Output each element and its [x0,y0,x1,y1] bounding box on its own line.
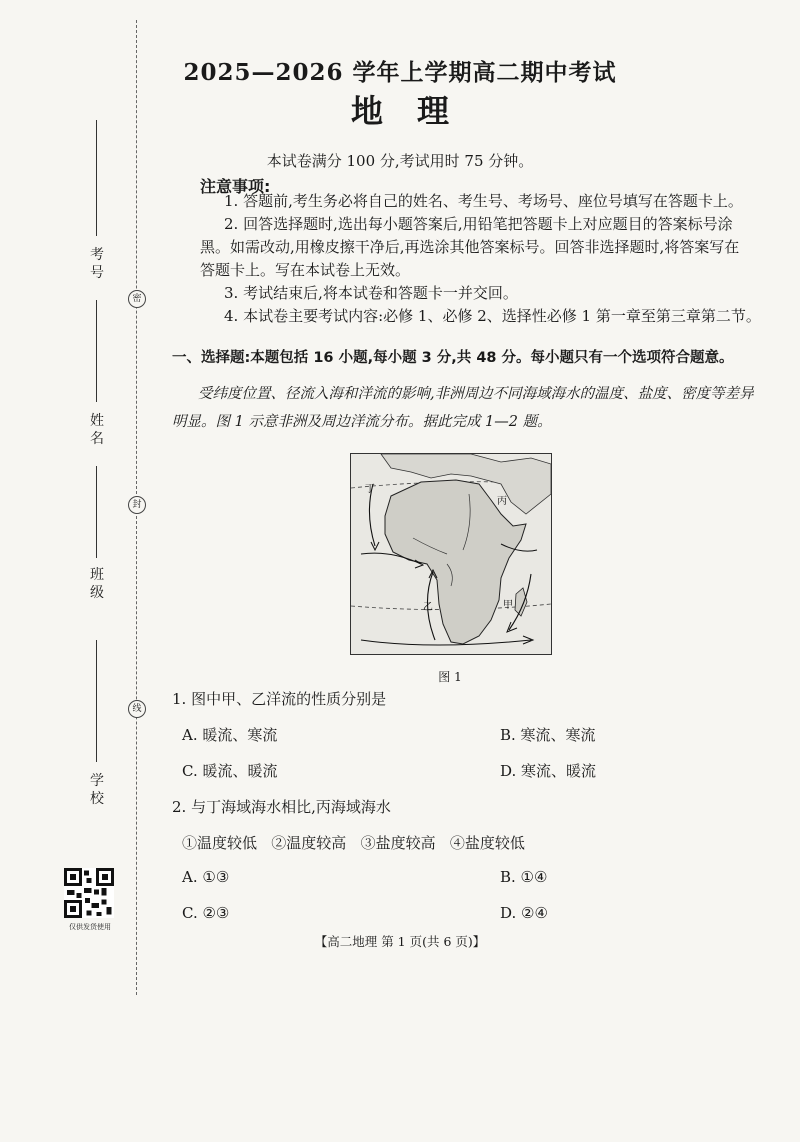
class-label: 班级 [90,567,104,601]
question-2-option-c: C. ②③ [182,904,230,922]
africa-currents-map [350,453,552,655]
notice-heading: 注意事项: [200,177,271,196]
qr-caption: 仅供发货使用 [69,923,111,931]
class-line [96,466,97,558]
map-label-ding: 丁 [365,484,375,495]
full-score-note: 本试卷满分 100 分,考试用时 75 分钟。 [266,152,534,170]
question-2-option-a: A. ①③ [182,868,230,886]
seal-mi: 密 [128,290,146,308]
map-label-bing: 丙 [497,496,507,507]
notice-item-4: 4. 本试卷主要考试内容:必修 1、必修 2、选择性必修 1 第一章至第三章第二节。 [224,307,761,325]
notice-item-3: 3. 考试结束后,将本试卷和答题卡一并交回。 [224,284,518,302]
question-1-option-a: A. 暖流、寒流 [182,726,278,744]
question-2-stem: 2. 与丁海域海水相比,丙海域海水 [172,798,391,816]
figure-caption: 图 1 [438,670,462,684]
question-1-option-b: B. 寒流、寒流 [500,726,596,744]
question-intro: 受纬度位置、径流入海和洋流的影响,非洲周边不同海域海水的温度、盐度、密度等差异明显。图 1 示意非洲及周边洋流分布。据此完成 1—2 题。 [172,386,754,430]
subject-title: 地理 [350,92,483,130]
question-1-option-d: D. 寒流、暖流 [500,762,597,780]
seal-feng: 封 [128,496,146,514]
map-label-jia: 甲 [503,600,513,611]
notice-item-1: 1. 答题前,考生务必将自己的姓名、考生号、考场号、座位号填写在答题卡上。 [224,192,743,210]
notice-item-2: 2. 回答选择题时,选出每小题答案后,用铅笔把答题卡上对应题目的答案标号涂黑。如需改动,用橡皮擦干净后,再选涂其他答案标号。回答非选择题时,将答案写在答题卡上。写在本试卷上无效。 [200,215,740,279]
exam-title: 2025—2026 学年上学期高二期中考试 [183,59,617,86]
question-2-choices: ①温度较低 ②温度较高 ③盐度较高 ④盐度较低 [182,834,525,852]
section-heading: 一、选择题:本题包括 16 小题,每小题 3 分,共 48 分。每小题只有一个选项符合题意。 [172,350,734,366]
school-label: 学校 [90,773,104,807]
name-label: 姓名 [90,413,104,447]
school-line [96,640,97,762]
qr-code-icon [64,868,114,918]
seal-xian: 线 [128,700,146,718]
question-1-option-c: C. 暖流、暖流 [182,762,278,780]
exam-number-label: 考号 [90,247,104,281]
question-2-option-d: D. ②④ [500,904,548,922]
name-line [96,300,97,402]
question-1-stem: 1. 图中甲、乙洋流的性质分别是 [172,690,387,708]
exam-number-line [96,120,97,236]
page-footer: 【高二地理 第 1 页(共 6 页)】 [314,934,486,949]
map-label-yi: 乙 [423,602,433,613]
question-2-option-b: B. ①④ [500,868,548,886]
